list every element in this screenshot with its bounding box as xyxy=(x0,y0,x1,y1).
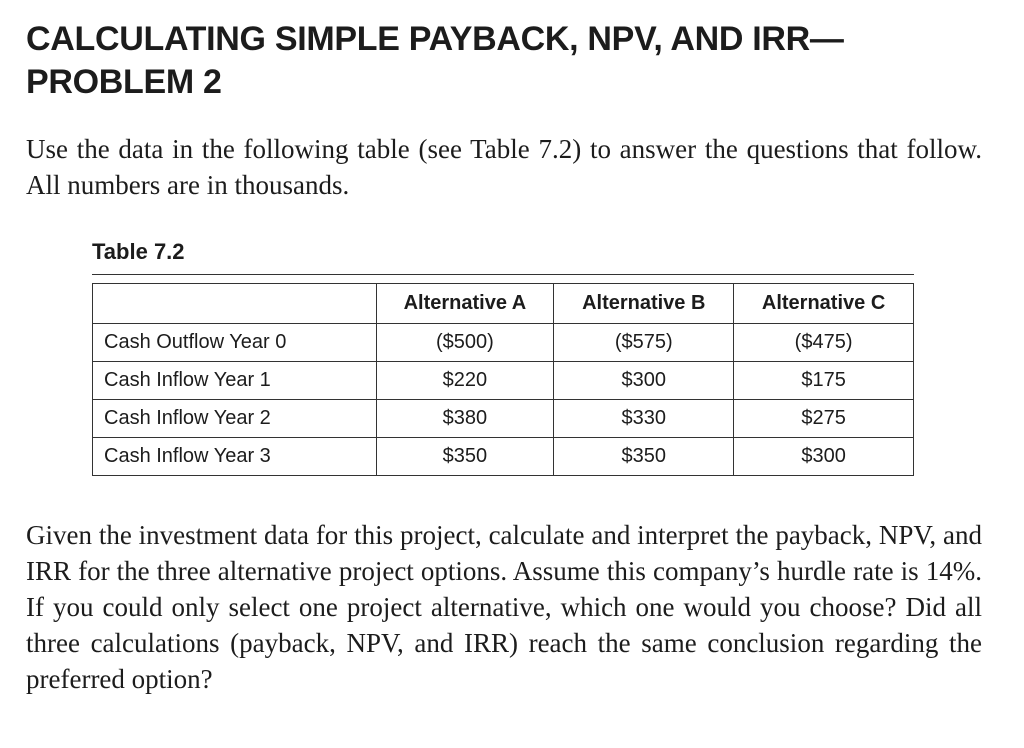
intro-paragraph: Use the data in the following table (see Table 7.2) to answer the questions that follow. All numbers are in thousands. xyxy=(26,134,982,200)
heading-line-2: PROBLEM 2 xyxy=(26,63,222,101)
value-cell: ($575) xyxy=(554,324,734,362)
value-cell: $300 xyxy=(554,362,734,400)
table-header-row xyxy=(93,284,914,324)
value-cell: $350 xyxy=(376,438,554,476)
table-caption: Table 7.2 xyxy=(92,239,185,264)
value-cell: $330 xyxy=(554,400,734,438)
value-cell: ($475) xyxy=(734,324,914,362)
value-cell: $220 xyxy=(376,362,554,400)
table-row xyxy=(93,362,914,400)
row-label: Cash Inflow Year 2 xyxy=(93,400,377,438)
table-row xyxy=(93,324,914,362)
heading-line-1: CALCULATING SIMPLE PAYBACK, NPV, AND IRR— xyxy=(26,20,844,58)
table-row xyxy=(93,400,914,438)
page-heading xyxy=(26,18,986,104)
table-row xyxy=(93,438,914,476)
header-alternative-c: Alternative C xyxy=(734,284,914,324)
value-cell: ($500) xyxy=(376,324,554,362)
header-alternative-a: Alternative A xyxy=(376,284,554,324)
header-empty-cell xyxy=(93,284,377,324)
question-paragraph: Given the investment data for this project, calculate and interpret the payback, NPV, and IRR for the three alternative project options. Assume this company’s hurdle rate is 14%. If you could only select one project alternative, which one would you choose? Did all three calculations (payback, NPV, and IRR) reach the same conclusion regarding the preferred option? xyxy=(26,520,982,694)
cash-flow-table xyxy=(92,283,914,476)
row-label: Cash Inflow Year 3 xyxy=(93,438,377,476)
row-label: Cash Inflow Year 1 xyxy=(93,362,377,400)
row-label: Cash Outflow Year 0 xyxy=(93,324,377,362)
caption-divider xyxy=(92,274,914,275)
value-cell: $350 xyxy=(554,438,734,476)
value-cell: $380 xyxy=(376,400,554,438)
value-cell: $275 xyxy=(734,400,914,438)
header-alternative-b: Alternative B xyxy=(554,284,734,324)
value-cell: $300 xyxy=(734,438,914,476)
value-cell: $175 xyxy=(734,362,914,400)
